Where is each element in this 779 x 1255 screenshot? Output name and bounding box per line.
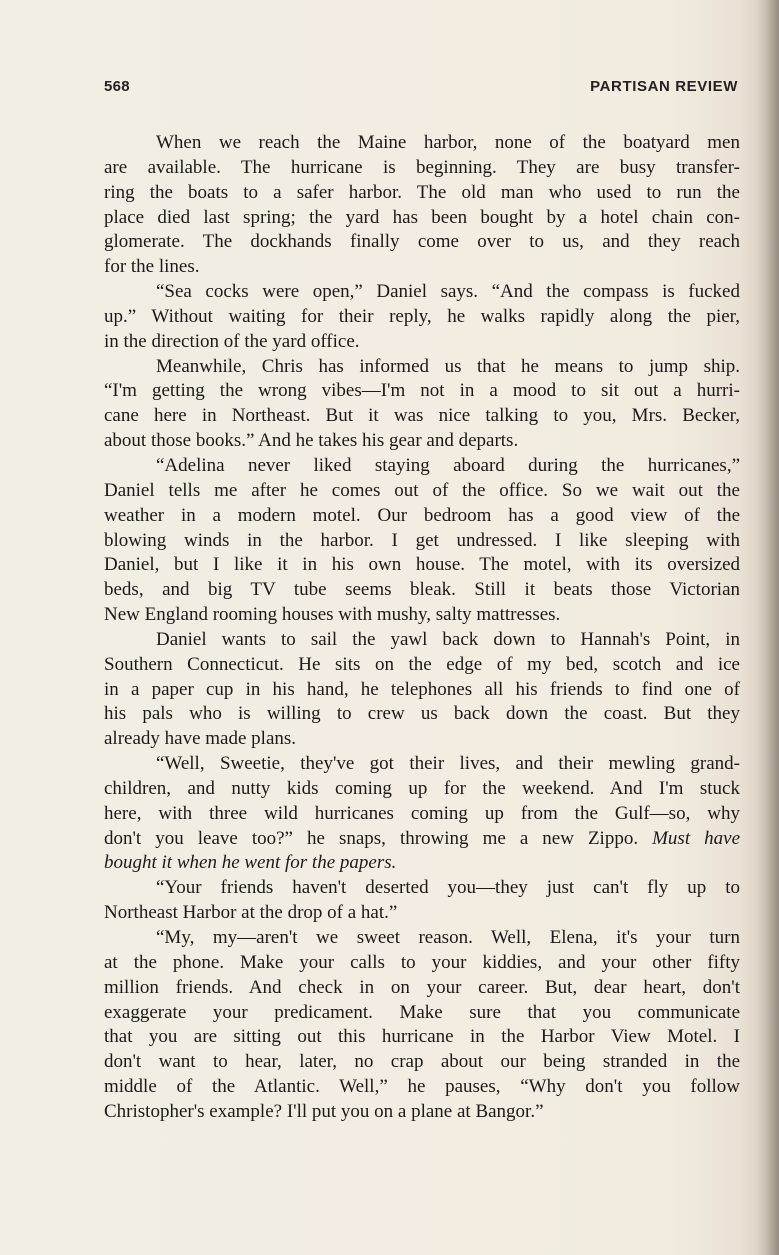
line-text: that you are sitting out this hurricane in the Harbor View Motel. I	[104, 1026, 740, 1048]
line-text: in the direction of the yard office.	[104, 330, 360, 352]
text-line	[104, 603, 740, 628]
paragraph-first-line	[104, 280, 740, 305]
line-text: weather in a modern motel. Our bedroom has a good view of the	[104, 504, 740, 526]
line-text: cane here in Northeast. But it was nice talking to you, Mrs. Becker,	[104, 405, 740, 427]
text-line	[104, 230, 740, 255]
line-text: already have made plans.	[104, 728, 297, 750]
line-text: exaggerate your predicament. Make sure that you communicate	[104, 1001, 740, 1023]
page-gutter-shadow	[757, 0, 779, 1255]
line-text: in a paper cup in his hand, he telephones all his friends to find one of	[104, 678, 740, 700]
text-line	[104, 951, 740, 976]
page-number: 568	[104, 78, 130, 95]
line-text: here, with three wild hurricanes coming up from the Gulf—so, why	[104, 802, 740, 824]
line-text: at the phone. Make your calls to your kiddies, and your other fifty	[104, 951, 740, 973]
text-line	[104, 181, 740, 206]
line-text: “My, my—aren't we sweet reason. Well, Elena, it's your turn	[156, 927, 740, 948]
text-line	[104, 330, 740, 355]
line-text: Daniel tells me after he comes out of the office. So we wait out the	[104, 479, 740, 501]
line-text: about those books.” And he takes his gear and departs.	[104, 430, 519, 452]
text-line	[104, 653, 740, 678]
text-line	[104, 553, 740, 578]
text-line	[104, 1001, 740, 1026]
text-line	[104, 1025, 740, 1050]
line-text: place died last spring; the yard has been bought by a hotel chain con-	[104, 206, 740, 228]
text-line	[104, 305, 740, 330]
text-line	[104, 255, 740, 280]
line-text: middle of the Atlantic. Well,” he pauses, “Why don't you follow	[104, 1076, 740, 1098]
text-line	[104, 1100, 740, 1125]
line-text: When we reach the Maine harbor, none of the boatyard men	[156, 132, 740, 153]
text-line	[104, 404, 740, 429]
line-text: Northeast Harbor at the drop of a hat.”	[104, 902, 398, 924]
italic-text: bought it when he went for the papers.	[104, 852, 397, 874]
line-text: Daniel, but I like it in his own house. The motel, with its oversized	[104, 554, 740, 576]
line-text: “Well, Sweetie, they've got their lives, and their mewling grand-	[156, 753, 740, 775]
paragraph-first-line	[104, 355, 740, 380]
line-text: Daniel wants to sail the yawl back down to Hannah's Point, in	[156, 628, 740, 650]
text-line	[104, 206, 740, 231]
line-text: New England rooming houses with mushy, salty mattresses.	[104, 604, 561, 626]
text-line	[104, 678, 740, 703]
text-line	[104, 702, 740, 727]
line-text: blowing winds in the harbor. I get undressed. I like sleeping with	[104, 529, 740, 551]
line-text: million friends. And check in on your career. But, dear heart, don't	[104, 976, 740, 998]
line-text: “Adelina never liked staying aboard during the hurricanes,”	[156, 454, 740, 476]
text-line	[104, 827, 740, 852]
italic-text: Must have	[652, 827, 740, 849]
text-line	[104, 727, 740, 752]
text-line	[104, 504, 740, 529]
text-line	[104, 529, 740, 554]
text-line	[104, 777, 740, 802]
text-line	[104, 429, 740, 454]
body-text	[104, 131, 740, 1125]
text-line	[104, 578, 740, 603]
line-text: glomerate. The dockhands finally come over to us, and they reach	[104, 231, 740, 253]
line-text: Christopher's example? I'll put you on a plane at Bangor.”	[104, 1100, 544, 1122]
line-text: beds, and big TV tube seems bleak. Still it beats those Victorian	[104, 579, 740, 601]
line-text: Meanwhile, Chris has informed us that he means to jump ship.	[156, 355, 740, 377]
line-text: up.” Without waiting for their reply, he walks rapidly along the pier,	[104, 305, 740, 327]
text-line	[104, 901, 740, 926]
line-text: his pals who is willing to crew us back down the coast. But they	[104, 703, 740, 725]
line-text: don't you leave too?” he snaps, throwing me a new Zippo.	[104, 827, 639, 849]
line-text: are available. The hurricane is beginning. They are busy transfer-	[104, 156, 740, 178]
paragraph-first-line	[104, 752, 740, 777]
text-line	[104, 1050, 740, 1075]
text-line	[104, 379, 740, 404]
line-text: children, and nutty kids coming up for the weekend. And I'm stuck	[104, 777, 740, 799]
line-text: Southern Connecticut. He sits on the edge of my bed, scotch and ice	[104, 653, 740, 675]
text-line	[104, 851, 740, 876]
paragraph-first-line	[104, 131, 740, 156]
line-text: “Sea cocks were open,” Daniel says. “And the compass is fucked	[156, 281, 740, 303]
text-line	[104, 802, 740, 827]
line-text: “Your friends haven't deserted you—they just can't fly up to	[156, 877, 740, 899]
line-text: ring the boats to a safer harbor. The old man who used to run the	[104, 181, 740, 203]
text-line	[104, 479, 740, 504]
text-line	[104, 156, 740, 181]
paragraph-first-line	[104, 628, 740, 653]
text-line	[104, 976, 740, 1001]
line-text: don't want to hear, later, no crap about our being stranded in the	[104, 1051, 740, 1073]
running-head	[104, 78, 738, 100]
line-text: for the lines.	[104, 256, 200, 278]
journal-title: PARTISAN REVIEW	[590, 78, 738, 95]
paragraph-first-line	[104, 454, 740, 479]
paragraph-first-line	[104, 876, 740, 901]
text-line	[104, 1075, 740, 1100]
line-text: “I'm getting the wrong vibes—I'm not in a mood to sit out a hurri-	[104, 380, 740, 402]
paragraph-first-line	[104, 926, 740, 951]
